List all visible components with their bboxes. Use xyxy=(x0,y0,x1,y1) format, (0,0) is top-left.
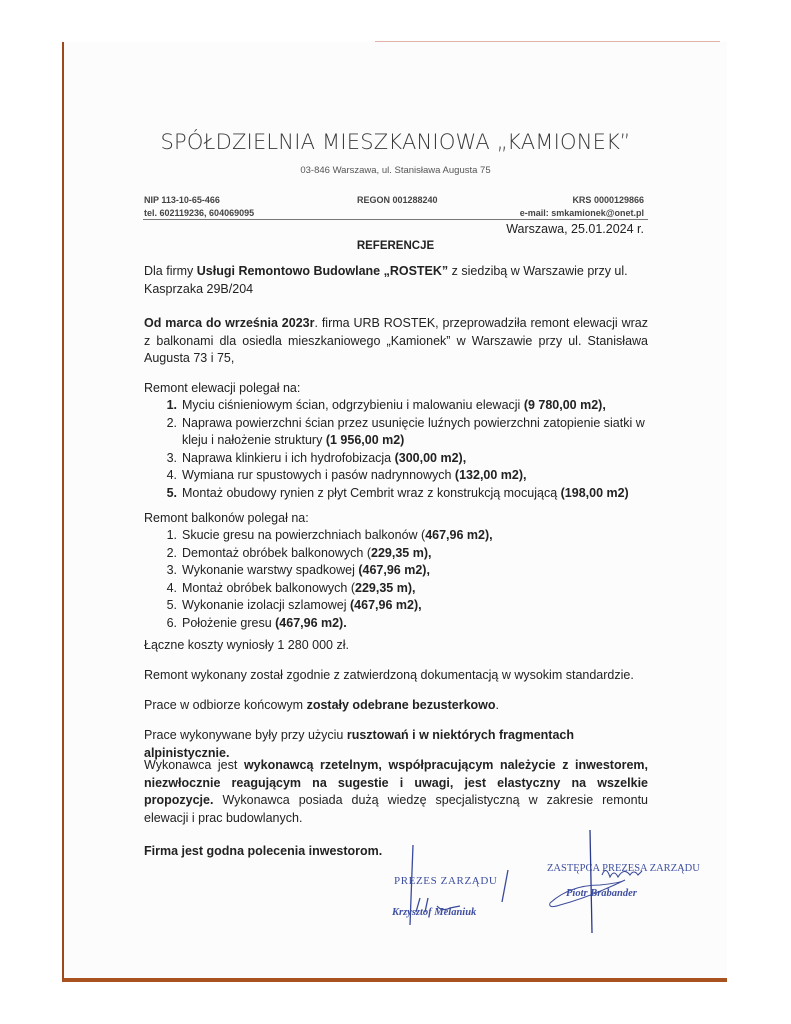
item-quantity: 467,96 m2), xyxy=(425,528,493,542)
item-quantity: 229,35 m), xyxy=(371,545,432,560)
item-text: Demontaż obróbek balkonowych ( xyxy=(182,545,371,560)
stamp-title-president: PREZES ZARZĄDU xyxy=(394,875,498,887)
stamp-name-vice-president: Piotr Brabander xyxy=(566,888,637,899)
compliance-statement: Remont wykonany został zgodnie z zatwierdzoną dokumentacją w wysokim standardzie. xyxy=(144,668,634,682)
work-period: Od marca do września 2023r xyxy=(144,316,315,330)
item-quantity: (198,00 m2) xyxy=(560,485,629,500)
item-text: Położenie gresu xyxy=(182,615,276,630)
summary-text: . firma URB ROSTEK, przeprowadziła remont elewacji wraz z balkonami dla osiedla mieszkaniowego „Kamionek” w Warszawie przy ul. Stanisława Augusta 73 i 75, xyxy=(144,316,648,365)
company-name: Usługi Remontowo Budowlane „ROSTEK” xyxy=(196,264,449,278)
assessment-paragraph xyxy=(144,757,648,827)
list-item xyxy=(163,467,653,485)
stamp-name-president: Krzysztof Melaniuk xyxy=(392,907,477,918)
intro-paragraph xyxy=(144,263,648,298)
list-item xyxy=(163,527,653,545)
item-quantity: (9 780,00 m2), xyxy=(523,398,606,412)
item-number: 2. xyxy=(166,415,177,430)
item-text: Wymiana rur spustowych i pasów nadrynnowych xyxy=(182,468,455,482)
item-number: 4. xyxy=(166,468,177,482)
total-cost: Łączne koszty wyniosły 1 280 000 zł. xyxy=(144,638,349,652)
item-number: 3. xyxy=(166,563,177,577)
list-item xyxy=(163,485,653,503)
registration-left xyxy=(144,194,254,220)
item-text: Montaż obudowy rynien z płyt Cembrit wraz z konstrukcją mocującą xyxy=(182,485,561,500)
organization-address: 03-846 Warszawa, ul. Stanisława Augusta 75 xyxy=(300,165,491,176)
regon-number: REGON 001288240 xyxy=(357,195,438,205)
document-date: Warszawa, 25.01.2024 r. xyxy=(506,222,644,236)
item-text: Wykonanie warstwy spadkowej xyxy=(182,563,359,577)
methods-prefix: Prace wykonywane były przy użyciu xyxy=(144,728,347,742)
item-quantity: (132,00 m2), xyxy=(454,468,527,482)
paper-edge xyxy=(375,41,720,42)
list-item xyxy=(163,397,653,415)
item-text: Naprawa klinkieru i ich hydrofobizacja xyxy=(182,450,395,465)
balcony-works-list xyxy=(163,527,653,632)
assessment-bold: wykonawcą rzetelnym, współpracującym należycie z inwestorem, niezwłocznie reagującym na sugestie i uwagi, jest elastyczny na wszelkie propozycje. xyxy=(144,758,648,807)
list-item xyxy=(163,597,653,615)
acceptance-statement xyxy=(144,697,648,715)
krs-number: KRS 0000129866 xyxy=(572,195,644,205)
intro-prefix: Dla firmy xyxy=(144,264,197,278)
item-number: 3. xyxy=(166,450,177,465)
intro-suffix: z siedzibą w Warszawie przy ul. Kasprzaka 29B/204 xyxy=(144,264,628,296)
item-text: Myciu ciśnieniowym ścian, odgrzybieniu i malowaniu elewacji xyxy=(182,398,524,412)
email-address: e-mail: smkamionek@onet.pl xyxy=(519,208,644,218)
list-item xyxy=(163,415,653,450)
item-quantity: (300,00 m2), xyxy=(394,450,467,465)
item-text: Montaż obróbek balkonowych ( xyxy=(182,580,356,595)
item-number: 5. xyxy=(166,598,177,612)
item-text: Skucie gresu na powierzchniach balkonów ( xyxy=(182,528,426,542)
item-number: 6. xyxy=(166,615,177,630)
registration-center xyxy=(357,194,438,207)
list-item xyxy=(163,615,653,633)
facade-works-title: Remont elewacji polegał na: xyxy=(144,381,301,395)
assessment-prefix: Wykonawca jest xyxy=(144,758,244,772)
list-item xyxy=(163,450,653,468)
item-quantity: (467,96 m2). xyxy=(275,615,347,630)
assessment-suffix: Wykonawca posiada dużą wiedzę specjalistyczną w zakresie remontu elewacji i prac budowlanych. xyxy=(144,793,648,825)
document-heading: REFERENCJE xyxy=(356,240,435,252)
item-number: 1. xyxy=(166,528,177,542)
summary-paragraph xyxy=(144,315,648,368)
phone-numbers: tel. 602119236, 604069095 xyxy=(144,208,255,218)
balcony-works-title: Remont balkonów polegał na: xyxy=(144,511,309,525)
nip-number: NIP 113-10-65-466 xyxy=(144,195,220,205)
item-number: 4. xyxy=(166,580,177,595)
acceptance-prefix: Prace w odbiorze końcowym xyxy=(144,698,307,712)
acceptance-bold: zostały odebrane bezusterkowo xyxy=(306,698,496,712)
acceptance-suffix: . xyxy=(495,698,499,712)
item-quantity: 229,35 m), xyxy=(355,580,416,595)
item-quantity: (467,96 m2), xyxy=(350,598,422,612)
signature-vice-president xyxy=(530,825,710,935)
item-text: Wykonanie izolacji szlamowej xyxy=(182,598,351,612)
letterhead-divider xyxy=(143,219,648,220)
methods-bold: rusztowań i w niektórych fragmentach alpinistycznie. xyxy=(144,728,574,760)
list-item xyxy=(163,580,653,598)
list-item xyxy=(163,562,653,580)
signature-president xyxy=(380,840,520,930)
registration-right xyxy=(520,194,644,220)
item-text: Naprawa powierzchni ścian przez usunięcie luźnych powierzchni zatopienie siatki w kleju i nałożenie struktury xyxy=(182,415,645,447)
item-quantity: (467,96 m2), xyxy=(358,563,430,577)
list-item xyxy=(163,545,653,563)
facade-works-list xyxy=(163,397,653,502)
item-number: 2. xyxy=(166,545,177,560)
item-number: 1. xyxy=(166,398,177,412)
recommendation-text: Firma jest godna polecenia inwestorom. xyxy=(144,844,383,858)
item-number: 5. xyxy=(166,485,177,500)
stamp-title-vice-president: ZASTĘPCA PREZESA ZARZĄDU xyxy=(547,863,700,874)
organization-name: SPÓŁDZIELNIA MIESZKANIOWA „KAMIONEK” xyxy=(160,130,631,154)
item-quantity: (1 956,00 m2) xyxy=(325,433,405,447)
